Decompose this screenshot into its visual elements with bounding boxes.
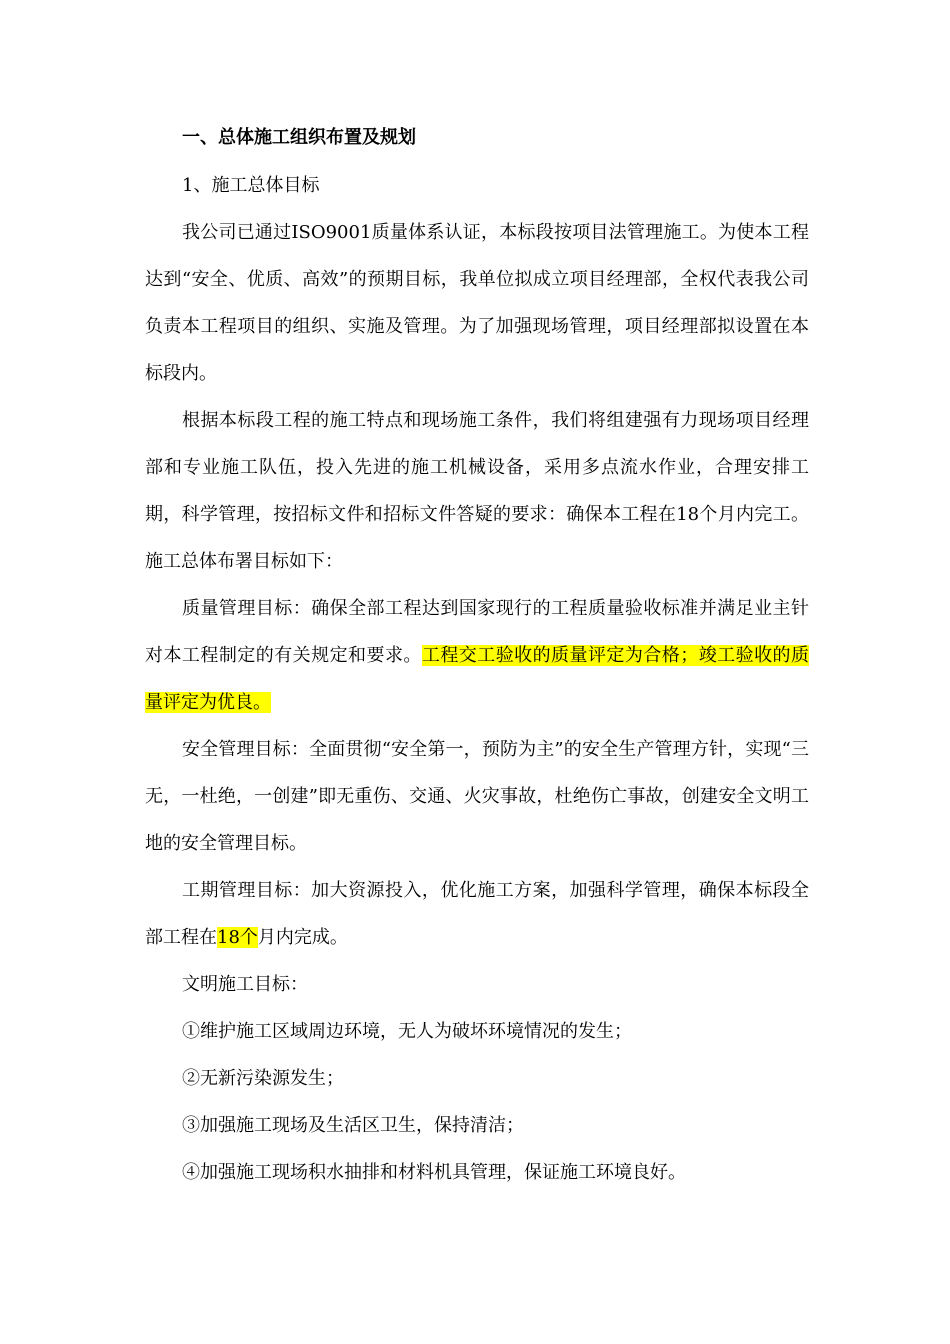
paragraph-deployment: 根据本标段工程的施工特点和现场施工条件，我们将组建强有力现场项目经理部和专业施工队伍，投入先进的施工机械设备，采用多点流水作业，合理安排工期，科学管理，按招标文件和招标文件答疑的要求：确保本工程在18个月内完工。施工总体布署目标如下： [145, 410, 809, 572]
civil-goal-title: 文明施工目标： [182, 974, 308, 995]
section-heading: 一、总体施工组织布置及规划 [182, 127, 416, 148]
schedule-goal-tail: 月内完成。 [257, 927, 348, 948]
quality-goal-highlight: 工程交工验收的质量评定为合格；竣工验收的质量评定为优良。 [145, 645, 810, 713]
schedule-goal-highlight: 18个 [217, 927, 258, 948]
list-item: ②无新污染源发生； [182, 1068, 344, 1089]
paragraph-certification: 我公司已通过ISO9001质量体系认证，本标段按项目法管理施工。为使本工程达到“安全、优质、高效”的预期目标，我单位拟成立项目经理部，全权代表我公司负责本工程项目的组织、实施及管理。为了加强现场管理，项目经理部拟设置在本标段内。 [145, 222, 809, 384]
paragraph-safety-goal: 安全管理目标：全面贯彻“安全第一，预防为主”的安全生产管理方针，实现“三无，一杜绝，一创建”即无重伤、交通、火灾事故，杜绝伤亡事故，创建安全文明工地的安全管理目标。 [145, 739, 809, 854]
schedule-goal-text: 工期管理目标：加大资源投入，优化施工方案，加强科学管理，确保本标段全部工程在 [145, 880, 809, 948]
paragraph-quality-goal [145, 585, 809, 726]
document-page [145, 114, 809, 1196]
paragraph-schedule-goal [145, 867, 809, 961]
subsection-heading: 1、施工总体目标 [182, 175, 320, 196]
list-item: ③加强施工现场及生活区卫生，保持清洁； [182, 1115, 524, 1136]
quality-goal-text: 质量管理目标：确保全部工程达到国家现行的工程质量验收标准并满足业主针对本工程制定的有关规定和要求。 [145, 598, 809, 666]
list-item: ④加强施工现场积水抽排和材料机具管理，保证施工环境良好。 [182, 1162, 686, 1183]
list-item: ①维护施工区域周边环境，无人为破坏环境情况的发生； [182, 1021, 632, 1042]
